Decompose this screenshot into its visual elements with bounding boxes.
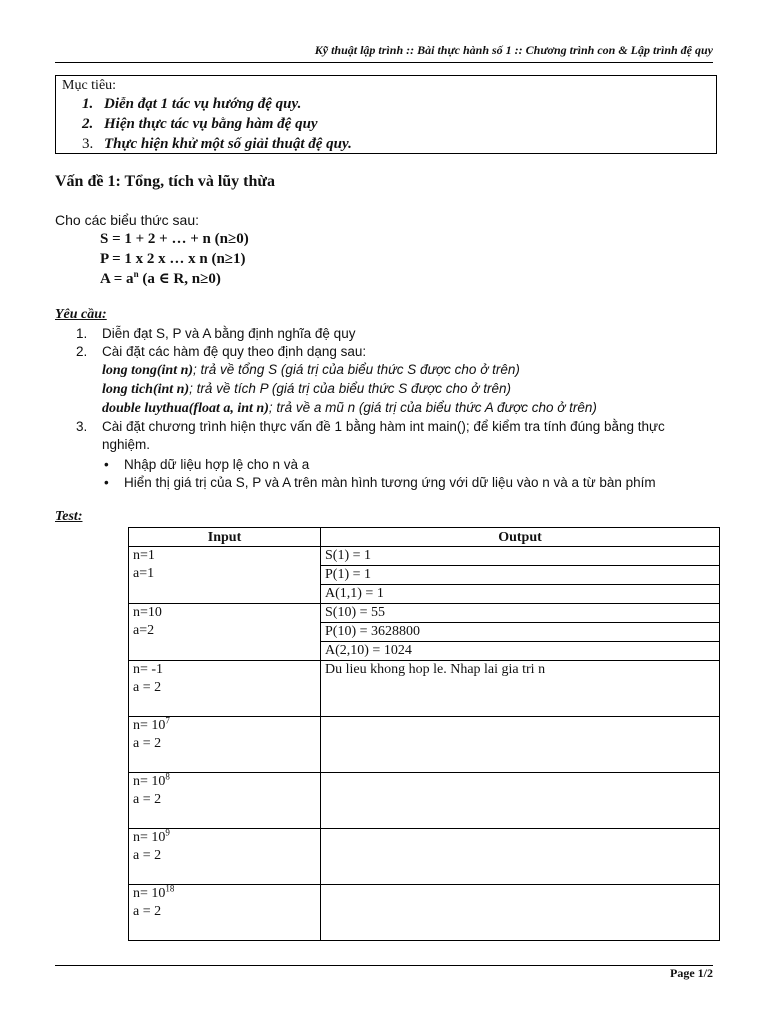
objectives-title: Mục tiêu: [62,78,117,93]
page-number: Page 1/2 [670,966,713,980]
output-cell: S(10) = 55 [321,604,720,623]
output-cell [321,885,720,941]
bullet-list [102,456,716,492]
bullet-icon: • [104,457,109,472]
bullet-item: • Nhập dữ liệu hợp lệ cho n và a [104,457,310,472]
input-cell: n= -1 a = 2 [129,661,321,717]
bullet-icon: • [104,475,109,490]
objective-item: 1. Diễn đạt 1 tác vụ hướng đệ quy. [82,96,302,112]
output-cell: P(10) = 3628800 [321,623,720,642]
formula-block [100,229,249,289]
column-header-output: Output [321,528,720,547]
requirement-item: 2. Cài đặt các hàm đệ quy theo định dạng sau: long tong(int n); trả về tổng S (giá trị của biểu thức S được cho ở trên) long tich(int n); trả về tích P (giá trị của biểu thức S được cho ở trên) double luythua(float a, int n); trả về a mũ n (giá trị của biểu thức A được cho ở trên) [76,343,716,418]
table-row [129,885,720,941]
table-row [129,717,720,773]
requirements-list [76,325,716,492]
objectives-box [55,75,717,154]
table-row [129,661,720,717]
page-header: Kỹ thuật lập trình :: Bài thực hành số 1 :: Chương trình con & Lập trình đệ quy [314,43,713,57]
output-cell: A(2,10) = 1024 [321,642,720,661]
table-row [129,547,720,566]
table-header-row [129,528,720,547]
output-cell: S(1) = 1 [321,547,720,566]
footer-rule [55,965,713,966]
objective-item: 3. Thực hiện khử một số giải thuật đệ quy. [82,136,352,152]
input-cell: $n= 10^{18}$ a = 2 [129,885,321,941]
table-row [129,604,720,623]
section-title: Vấn đề 1: Tổng, tích và lũy thừa [55,173,276,190]
function-spec: long tong(int n); trả về tổng S (giá trị của biểu thức S được cho ở trên) [102,362,520,378]
function-spec: double luythua(float a, int n); trả về a mũ n (giá trị của biểu thức A được cho ở trên) [102,400,597,416]
function-spec: long tich(int n); trả về tích P (giá trị của biểu thức S được cho ở trên) [102,381,511,397]
test-title: Test: [55,509,83,524]
formula-a: $A = a^n$ (a ∈ R, n≥0) [100,269,221,287]
requirement-item: 1. Diễn đạt S, P và A bằng định nghĩa đệ quy [76,326,356,341]
output-cell [321,717,720,773]
output-cell: P(1) = 1 [321,566,720,585]
requirement-item: 3. Cài đặt chương trình hiện thực vấn đề 1 bằng hàm int main(); để kiểm tra tính đúng bằng thực nghiệm. • Nhập dữ liệu hợp lệ cho n và a • Hiển thị giá trị của S, P và A trên màn hình tương ứng với dữ liệu vào n và a từ bàn phím [76,418,716,492]
table-row [129,829,720,885]
output-cell: A(1,1) = 1 [321,585,720,604]
output-cell [321,773,720,829]
input-cell: n=10 a=2 [129,604,321,661]
requirements-title: Yêu cầu: [55,307,107,322]
input-cell: $n= 10^8$ a = 2 [129,773,321,829]
intro-text: Cho các biểu thức sau: [55,212,200,228]
objectives-list [62,94,710,154]
table-row [129,773,720,829]
objective-item: 2. Hiện thực tác vụ bằng hàm đệ quy [82,116,318,132]
input-cell: n=1 a=1 [129,547,321,604]
output-cell [321,829,720,885]
bullet-item: • Hiển thị giá trị của S, P và A trên màn hình tương ứng với dữ liệu vào n và a từ bàn phím [104,475,656,490]
column-header-input: Input [129,528,321,547]
formula-s: S = 1 + 2 + … + n (n≥0) [100,231,249,247]
header-rule [55,62,713,63]
input-cell: $n= 10^7$ a = 2 [129,717,321,773]
formula-p: P = 1 x 2 x … x n (n≥1) [100,251,246,267]
test-table [128,527,720,941]
input-cell: $n= 10^9$ a = 2 [129,829,321,885]
output-cell: Du lieu khong hop le. Nhap lai gia tri n [321,661,720,717]
